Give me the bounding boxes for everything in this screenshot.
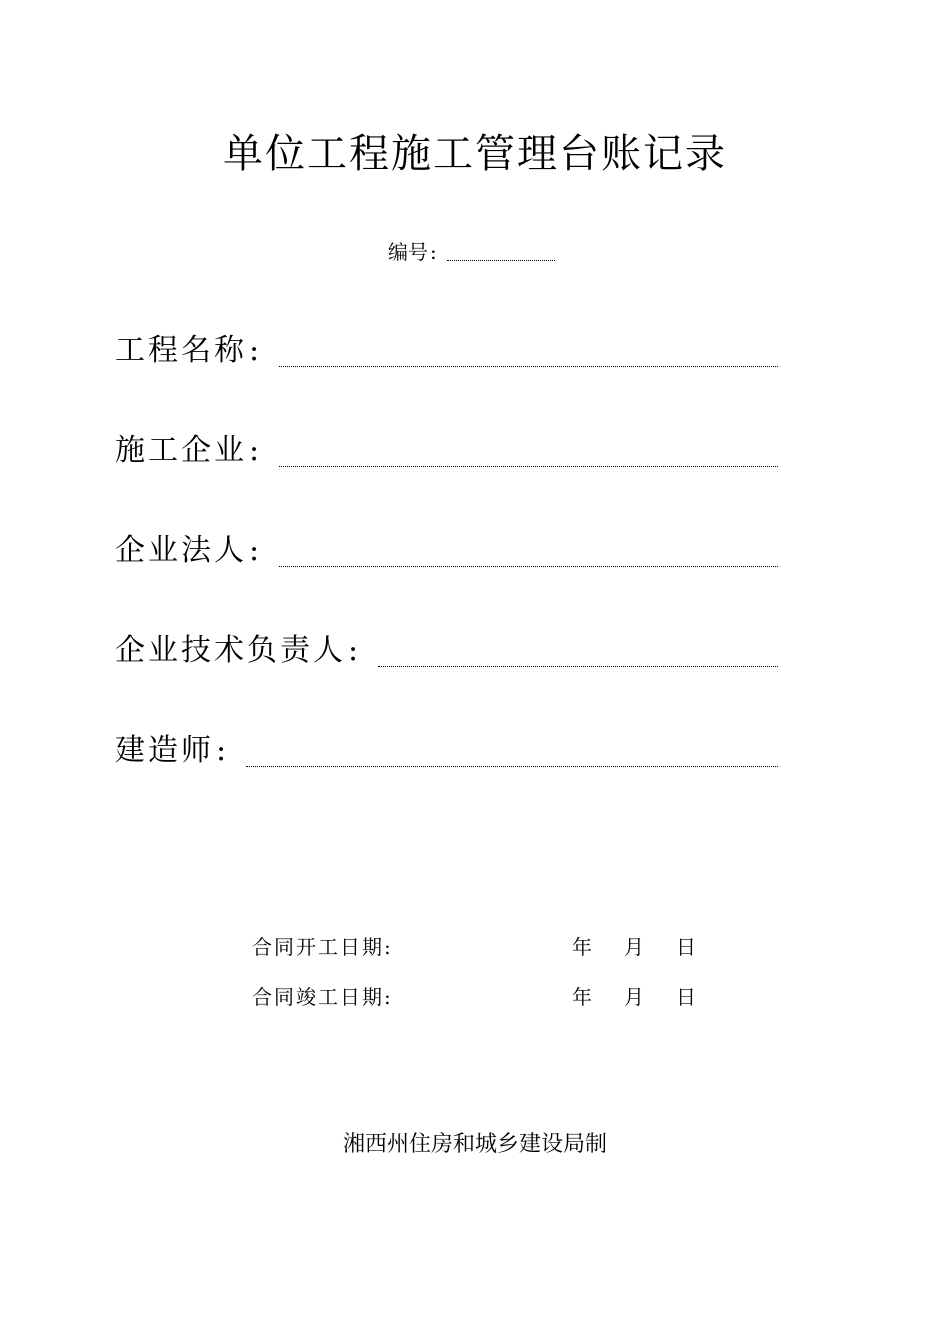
field-label: 工程名称 <box>115 333 247 368</box>
field-label: 建造师 <box>115 733 214 768</box>
contract-completion-date-row <box>252 982 712 1012</box>
field-construction-company <box>115 427 778 471</box>
field-blank-line <box>279 565 778 567</box>
month-unit: 月 <box>624 985 644 1009</box>
field-blank-line <box>246 765 778 767</box>
serial-number-label: 编号 <box>388 240 428 264</box>
field-colon: : <box>249 533 260 568</box>
field-legal-representative <box>115 527 778 571</box>
contract-start-date-row <box>252 932 712 962</box>
issuing-authority: 湘西州住房和城乡建设局制 <box>342 1132 607 1157</box>
day-unit: 日 <box>676 985 696 1009</box>
date-label: 合同竣工日期: <box>252 985 393 1009</box>
document-title: 单位工程施工管理台账记录 <box>223 131 727 177</box>
year-unit: 年 <box>572 935 592 959</box>
field-colon: : <box>249 333 260 368</box>
field-blank-line <box>378 665 778 667</box>
field-colon: : <box>216 733 227 768</box>
day-unit: 日 <box>676 935 696 959</box>
year-unit: 年 <box>572 985 592 1009</box>
serial-number-row <box>388 236 555 266</box>
field-colon: : <box>348 633 359 668</box>
date-label: 合同开工日期: <box>252 935 393 959</box>
field-constructor <box>115 727 778 771</box>
field-project-name <box>115 327 778 371</box>
field-label: 企业技术负责人 <box>115 633 346 668</box>
serial-number-blank <box>447 259 555 261</box>
field-label: 企业法人 <box>115 533 247 568</box>
serial-number-colon: : <box>430 240 437 264</box>
field-colon: : <box>249 433 260 468</box>
field-technical-director <box>115 627 778 671</box>
field-blank-line <box>279 465 778 467</box>
field-label: 施工企业 <box>115 433 247 468</box>
month-unit: 月 <box>624 935 644 959</box>
field-blank-line <box>279 365 778 367</box>
